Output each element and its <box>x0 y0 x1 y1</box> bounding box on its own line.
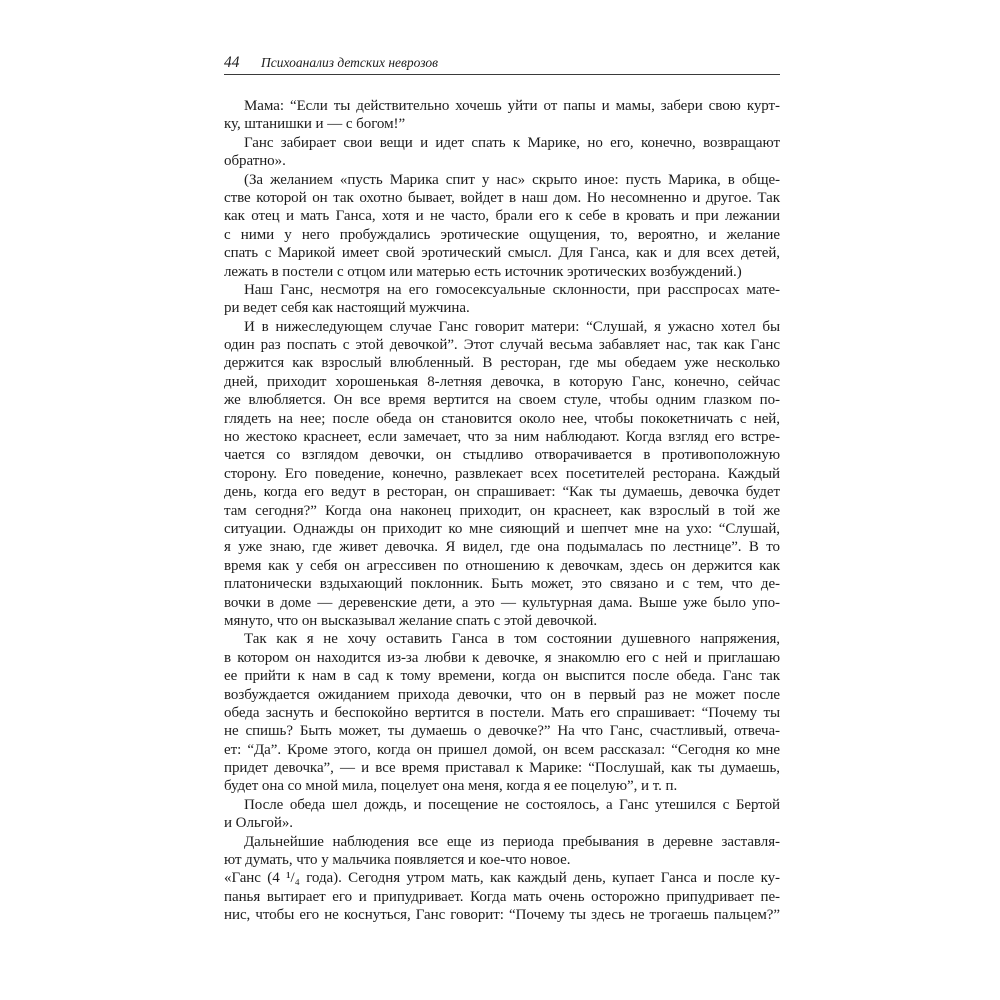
paragraph <box>224 869 780 924</box>
text-line: не спишь? Быть может, ты думаешь о девочке?” На что Ганс, счастливый, отвеча- <box>224 723 780 740</box>
text-line: «Ганс (4 ¹/₄ года). Сегодня утром мать, как каждый день, купает Ганса и после ку- <box>224 870 780 887</box>
text-line: мянуто, что он высказывал желание спать с этой девочкой. <box>224 612 598 629</box>
text-line: ри ведет себя как настоящий мужчина. <box>224 300 470 317</box>
text-line: и Ольгой». <box>224 815 293 832</box>
text-line: После обеда шел дождь, и посещение не состоялось, а Ганс утешился с Бертой <box>244 796 780 813</box>
text-line: будет она со мной мила, поцелует она меня, когда я ее поцелую”, и т. п. <box>224 778 678 795</box>
text-line: обратно». <box>224 153 286 170</box>
running-header <box>224 53 780 75</box>
text-line: платонически вздыхающий поклонник. Быть может, это связано и с тем, что де- <box>224 576 780 593</box>
text-line: панья вытирает его и припудривает. Когда мать очень осторожно припудривает пе- <box>224 888 780 905</box>
text-line: время как у себя он агрессивен по отношению к девочкам, здесь он держится как <box>224 557 780 574</box>
text-line: нис, чтобы его не коснуться, Ганс говорит: “Почему ты здесь не трогаешь пальцем?” <box>224 907 780 924</box>
paragraph <box>224 281 780 318</box>
text-line: день, когда его ведут в ресторан, он спрашивает: “Как ты думаешь, девочка будет <box>224 484 780 501</box>
paragraph <box>224 833 780 870</box>
text-line: ситуации. Однажды он приходит ко мне сияющий и шепчет мне на ухо: “Слушай, <box>224 520 780 537</box>
text-line: придет девочка”, — и все время приставал к Марике: “Послушай, как ты думаешь, <box>224 760 780 777</box>
text-line: обеда заснуть и беспокойно вертится в постели. Мать его спрашивает: “Почему ты <box>224 704 780 721</box>
text-line: стве которой он так охотно бывает, войдет в наш дом. Но несомненно и другое. Так <box>224 189 780 206</box>
page-number: 44 <box>224 54 240 71</box>
text-line: сторону. Его поведение, конечно, развлекает всех посетителей ресторана. Каждый <box>224 465 780 482</box>
body-text <box>224 97 780 925</box>
text-line: спать с Марикой имеет свой эротический смысл. Для Ганса, как и для всех детей, <box>224 245 780 262</box>
text-line: ку, штанишки и — с богом!” <box>224 116 406 133</box>
text-line: возбуждается ожиданием прихода девочки, что он в первый раз не может после <box>224 686 780 703</box>
text-line: вочки в доме — деревенские дети, а это — культурная дама. Выше уже было упо- <box>224 594 780 611</box>
text-line: Ганс забирает свои вещи и идет спать к Марике, но его, конечно, возвращают <box>244 134 780 151</box>
paragraph <box>224 97 780 134</box>
paragraph <box>224 796 780 833</box>
text-line: как отец и мать Ганса, хотя и не часто, брали его к себе в кровать и при лежании <box>224 208 780 225</box>
text-line: дней, приходит хорошенькая 8-летняя девочка, в которую Ганс, конечно, сейчас <box>224 373 780 390</box>
text-line: лежать в постели с отцом или матерью есть источник эротических возбуждений.) <box>224 263 742 280</box>
text-line: но жестоко краснеет, если замечает, что за ним наблюдают. Когда взгляд его встре- <box>224 429 780 446</box>
text-line: чается со взглядом девочки, он стыдливо отворачивается в противоположную <box>224 447 780 464</box>
paragraph <box>224 630 780 796</box>
text-line: глядеть на нее; после обеда он становится около нее, чтобы пококетничать с ней, <box>224 410 780 427</box>
text-line: в котором он находится из-за любви к девочке, я знакомлю его с ней и приглашаю <box>224 649 780 666</box>
paragraph <box>224 171 780 281</box>
text-line: И в нижеследующем случае Ганс говорит матери: “Слушай, я ужасно хотел бы <box>244 318 780 335</box>
text-line: ее прийти к нам в сад к тому времени, когда он выспится после обеда. Ганс так <box>224 668 780 685</box>
text-line: держится как взрослый влюбленный. В ресторан, где мы обедаем уже несколько <box>224 355 780 372</box>
text-line: (За желанием «пусть Марика спит у нас» скрыто иное: пусть Марика, в обще- <box>244 171 780 188</box>
paragraph <box>224 318 780 631</box>
text-line: я уже знаю, где живет девочка. Я видел, где она подымалась по лестнице”. В то <box>224 539 780 556</box>
text-line: Мама: “Если ты действительно хочешь уйти от папы и мамы, забери свою курт- <box>244 98 780 114</box>
text-line: с ними у него пробуждались эротические ощущения, то, вероятно, и желание <box>224 226 780 243</box>
text-line: там сегодня?” Когда она наконец приходит, он краснеет, как взрослый в той же <box>224 502 780 519</box>
running-title: Психоанализ детских неврозов <box>261 55 438 70</box>
text-line: один раз поспать с этой девочкой”. Этот случай весьма забавляет нас, так как Ганс <box>224 337 780 354</box>
text-line: Наш Ганс, несмотря на его гомосексуальные склонности, при расспросах мате- <box>244 281 780 298</box>
text-line: Так как я не хочу оставить Ганса в том состоянии душевного напряжения, <box>244 631 780 648</box>
text-line: же влюбляется. Он все время вертится на своем стуле, чтобы одним глазком по- <box>224 392 780 409</box>
text-line: Дальнейшие наблюдения все еще из периода пребывания в деревне заставля- <box>244 833 780 850</box>
paragraph <box>224 134 780 171</box>
text-line: ют думать, что у мальчика появляется и кое-что новое. <box>224 852 571 869</box>
text-line: ет: “Да”. Кроме этого, когда он пришел домой, он всем рассказал: “Сегодня ко мне <box>224 741 780 758</box>
